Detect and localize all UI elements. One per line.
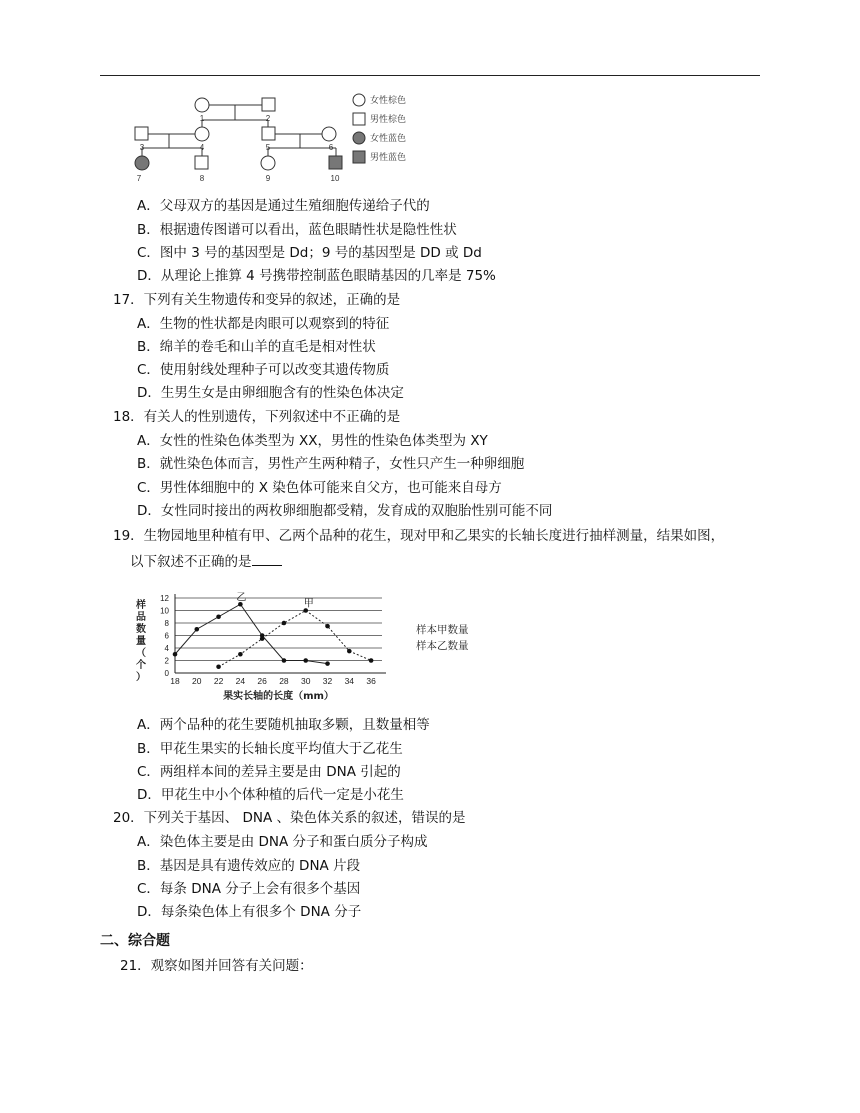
legend-series-jia: 样本甲数量 — [416, 624, 469, 636]
x-axis-label: 果实长轴的长度（mm） — [223, 691, 334, 702]
q17-option-a: A．生物的性状都是肉眼可以观察到的特征 — [137, 316, 390, 332]
data-point — [347, 649, 352, 654]
data-point — [282, 658, 287, 663]
x-tick-label: 18 — [170, 676, 180, 686]
data-point — [173, 652, 178, 657]
pedigree-label-8: 8 — [199, 174, 205, 183]
q17-option-c: C．使用射线处理种子可以改变其遗传物质 — [137, 362, 390, 378]
q18-option-a: A．女性的性染色体类型为 XX，男性的性染色体类型为 XY — [137, 433, 488, 449]
x-tick-label: 30 — [301, 676, 311, 686]
pedigree-legend — [352, 90, 462, 166]
x-tick-label: 26 — [257, 676, 267, 686]
legend-series-yi: 样本乙数量 — [416, 640, 469, 652]
y-axis-label-char: 量 — [136, 636, 146, 647]
pedigree-label-7: 7 — [136, 174, 142, 183]
female-brown-icon — [352, 93, 366, 107]
x-tick-label: 32 — [322, 676, 333, 686]
x-tick-label: 22 — [213, 676, 224, 686]
x-tick-label: 24 — [235, 676, 246, 686]
q19-stem-line1: 19．生物园地里种植有甲、乙两个品种的花生，现对甲和乙果实的长轴长度进行抽样测量，结果如图， — [113, 528, 725, 544]
q18-option-d: D．女性同时接出的两枚卵细胞都受精，发育成的双胞胎性别可能不同 — [137, 503, 553, 519]
pedigree-node-6 — [322, 127, 336, 141]
data-point — [238, 652, 243, 657]
pedigree-node-7 — [135, 156, 149, 170]
legend-label: 女性蓝色 — [370, 134, 407, 144]
female-blue-icon — [352, 131, 366, 145]
q19-option-b: B．甲花生果实的长轴长度平均值大于乙花生 — [137, 741, 403, 757]
q17-option-d: D．生男生女是由卵细胞含有的性染色体决定 — [137, 385, 404, 401]
pedigree-node-5 — [262, 127, 275, 140]
q18-option-c: C．男性体细胞中的 X 染色体可能来自父方，也可能来自母方 — [137, 480, 502, 496]
q20-option-d: D．每条染色体上有很多个 DNA 分子 — [137, 904, 362, 920]
q19-line-chart — [127, 588, 397, 708]
q19-option-c: C．两组样本间的差异主要是由 DNA 引起的 — [137, 764, 401, 780]
y-axis-label-char: 样 — [136, 600, 146, 611]
pedigree-label-4: 4 — [199, 143, 205, 152]
legend-label: 女性棕色 — [370, 96, 407, 106]
q19-option-a: A．两个品种的花生要随机抽取多颗，且数量相等 — [137, 717, 430, 733]
pedigree-node-3 — [135, 127, 148, 140]
y-tick-label: 6 — [164, 631, 169, 641]
y-axis-label-char: 品 — [136, 612, 146, 623]
pedigree-label-1: 1 — [199, 114, 205, 123]
data-point — [303, 658, 308, 663]
y-tick-label: 8 — [164, 619, 169, 628]
chart-legend — [416, 622, 469, 654]
q21-stem: 21．观察如图并回答有关问题： — [120, 958, 313, 974]
answer-blank — [252, 551, 282, 566]
pedigree-node-1 — [195, 98, 209, 112]
q16-option-a: A．父母双方的基因是通过生殖细胞传递给子代的 — [137, 198, 430, 214]
y-axis-label-char: （ — [136, 648, 146, 659]
q20-option-a: A．染色体主要是由 DNA 分子和蛋白质分子构成 — [137, 834, 428, 850]
pedigree-label-2: 2 — [265, 114, 271, 123]
y-axis-label-char: 数 — [136, 624, 146, 635]
y-tick-label: 4 — [164, 644, 169, 653]
series-line-jia — [219, 611, 372, 667]
y-tick-label: 12 — [160, 594, 169, 603]
y-axis-label-char: ） — [136, 672, 146, 683]
series-line-yi — [175, 604, 328, 663]
male-brown-icon — [352, 112, 366, 126]
series-label: 甲 — [303, 598, 314, 610]
data-point — [325, 624, 330, 629]
pedigree-label-5: 5 — [265, 143, 271, 152]
q19-option-d: D．甲花生中小个体种植的后代一定是小花生 — [137, 787, 404, 803]
x-tick-label: 28 — [279, 676, 289, 686]
pedigree-node-8 — [195, 156, 208, 169]
x-tick-label: 36 — [366, 676, 376, 686]
pedigree-node-2 — [262, 98, 275, 111]
x-tick-label: 20 — [192, 676, 202, 686]
legend-female-brown — [352, 90, 462, 109]
top-rule — [100, 75, 760, 76]
data-point — [282, 621, 287, 626]
pedigree-node-10 — [329, 156, 342, 169]
legend-male-blue — [352, 147, 462, 166]
data-point — [216, 614, 221, 619]
q17-stem: 17．下列有关生物遗传和变异的叙述，正确的是 — [113, 292, 401, 308]
legend-label: 男性蓝色 — [370, 153, 407, 163]
legend-male-brown — [352, 109, 462, 128]
q16-option-b: B．根据遗传图谱可以看出，蓝色眼睛性状是隐性性状 — [137, 222, 457, 238]
q16-option-c: C．图中 3 号的基因型是 Dd；9 号的基因型是 DD 或 Dd — [137, 245, 482, 261]
pedigree-label-10: 10 — [330, 174, 340, 183]
pedigree-node-9 — [261, 156, 275, 170]
legend-female-blue — [352, 128, 462, 147]
pedigree-label-3: 3 — [139, 143, 145, 152]
y-tick-label: 10 — [160, 606, 169, 616]
male-blue-icon — [352, 150, 366, 164]
q16-option-d: D．从理论上推算 4 号携带控制蓝色眼睛基因的几率是 75% — [137, 268, 496, 284]
q18-stem: 18．有关人的性别遗传，下列叙述中不正确的是 — [113, 409, 401, 425]
series-label: 乙 — [236, 592, 247, 604]
data-point — [325, 661, 330, 666]
q19-stem-line2: 以下叙述不正确的是 — [130, 551, 282, 572]
legend-label: 男性棕色 — [370, 115, 407, 125]
data-point — [260, 633, 265, 638]
data-point — [369, 658, 374, 663]
pedigree-label-6: 6 — [328, 143, 334, 152]
q20-stem: 20．下列关于基因、 DNA 、染色体关系的叙述，错误的是 — [113, 810, 466, 826]
pedigree-node-4 — [195, 127, 209, 141]
y-tick-label: 2 — [164, 656, 169, 666]
y-tick-label: 0 — [164, 669, 169, 678]
y-axis-label-char: 个 — [136, 660, 146, 671]
data-point — [216, 664, 221, 669]
q20-option-c: C．每条 DNA 分子上会有很多个基因 — [137, 881, 361, 897]
q17-option-b: B．绵羊的卷毛和山羊的直毛是相对性状 — [137, 339, 376, 355]
q18-option-b: B．就性染色体而言，男性产生两种精子，女性只产生一种卵细胞 — [137, 456, 525, 472]
section-heading: 二、综合题 — [100, 933, 170, 949]
data-point — [194, 627, 199, 632]
q20-option-b: B．基因是具有遗传效应的 DNA 片段 — [137, 858, 361, 874]
x-tick-label: 34 — [344, 676, 355, 686]
pedigree-label-9: 9 — [265, 174, 271, 183]
